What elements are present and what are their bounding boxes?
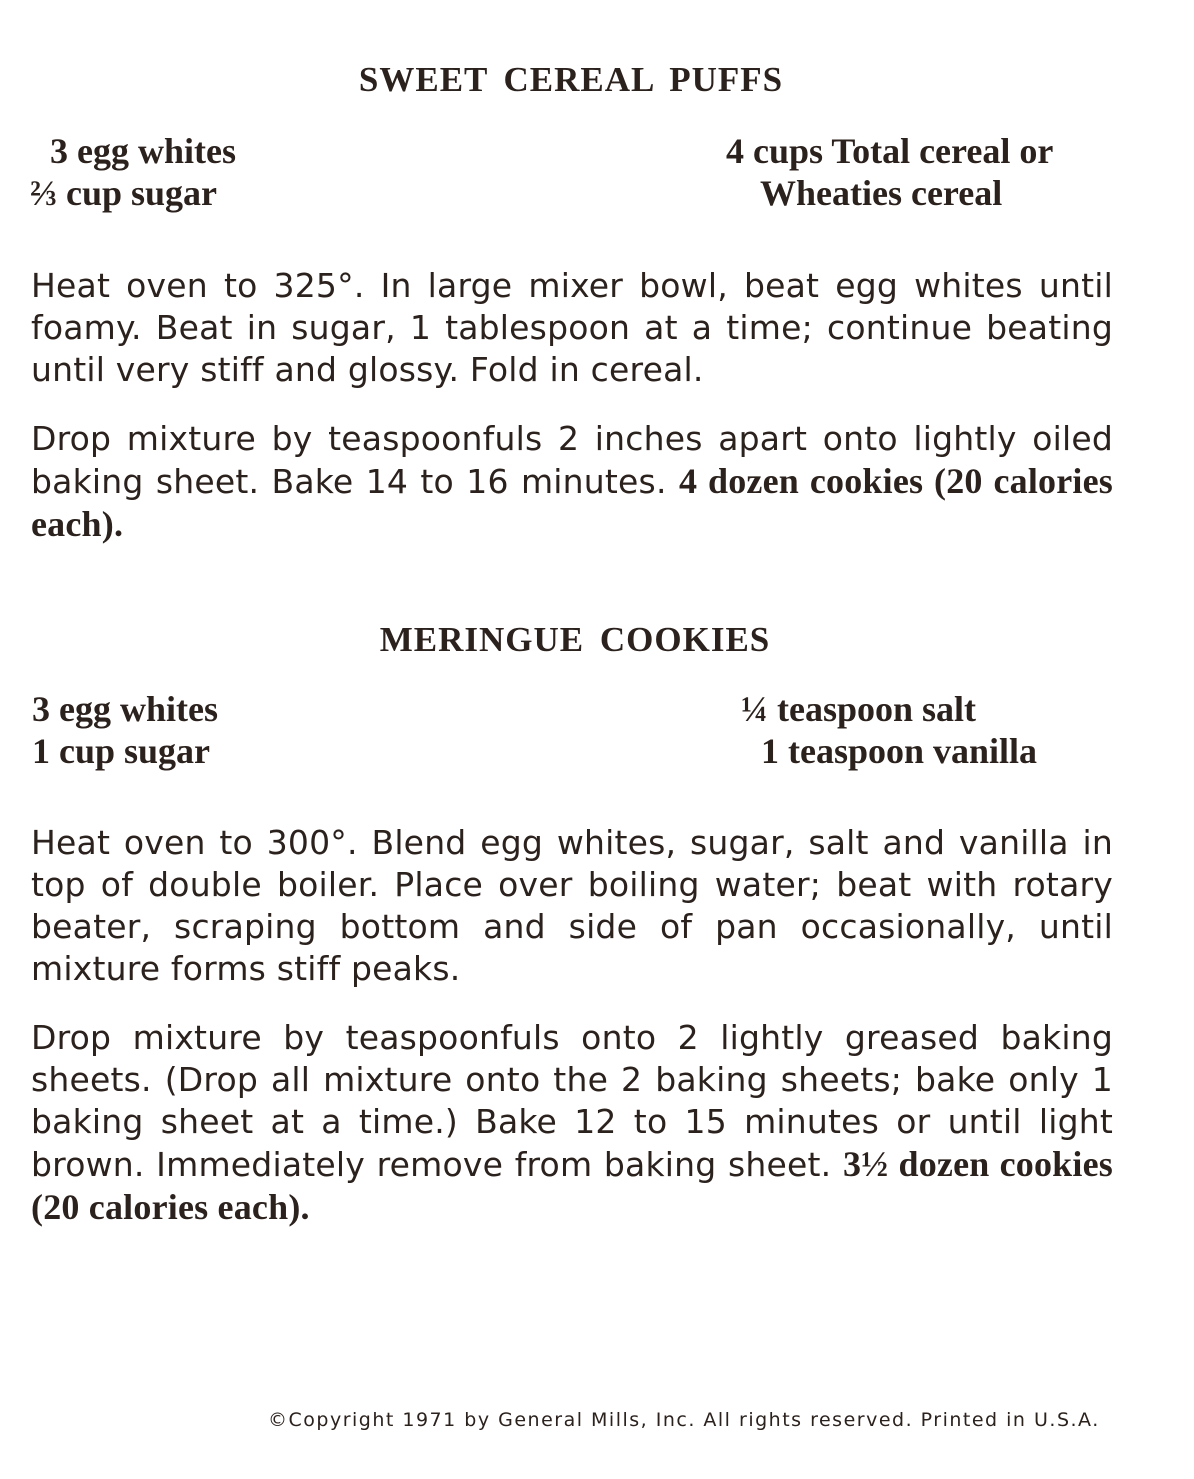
instructions-text: Drop mixture by teaspoonfuls 2 inches apart onto lightly oiled baking sheet. Bake 14 to 16 minutes.	[31, 419, 1113, 501]
instructions-paragraph: Heat oven to 300°. Blend egg whites, sugar, salt and vanilla in top of double boiler. Place over boiling water; beat with rotary beater, scraping bottom and side of pan occasionally, until mixture forms stiff peaks.	[31, 823, 1113, 988]
ingredient-item: 4 cups Total cereal or	[726, 131, 1054, 171]
instructions-paragraph	[31, 1017, 1113, 1229]
instructions-paragraph: Heat oven to 325°. In large mixer bowl, beat egg whites until foamy. Beat in sugar, 1 tablespoon at a time; continue beating until very stiff and glossy. Fold in cereal.	[31, 266, 1113, 389]
instructions-paragraph	[31, 418, 1113, 546]
yield-text: 3½ dozen cookies (20 calories each).	[31, 1144, 1113, 1227]
ingredient-item: 1 teaspoon vanilla	[761, 731, 1038, 771]
ingredient-item: 3 egg whites	[32, 689, 218, 729]
ingredient-item: 3 egg whites	[50, 131, 236, 171]
ingredients-left-column	[32, 688, 218, 772]
instructions-text: Drop mixture by teaspoonfuls onto 2 lightly greased baking sheets. (Drop all mixture onto the 2 baking sheets; bake only 1 baking sheet at a time.) Bake 12 to 15 minutes or until light brown. Immediately remove from baking sheet.	[31, 1018, 1113, 1184]
ingredients-left-column	[30, 130, 236, 214]
ingredient-item: Wheaties cereal	[760, 173, 1003, 213]
copyright-notice: ©Copyright 1971 by General Mills, Inc. All rights reserved. Printed in U.S.A.	[268, 1409, 1100, 1431]
yield-text: 4 dozen cookies (20 calories each).	[31, 461, 1114, 544]
recipe-title-sweet-cereal-puffs: SWEET CEREAL PUFFS	[358, 60, 784, 99]
ingredients-right-column	[741, 688, 1037, 772]
ingredients-right-column	[726, 130, 1053, 214]
ingredient-item: ⅔ cup sugar	[30, 173, 218, 213]
ingredient-item: ¼ teaspoon salt	[741, 689, 977, 729]
recipe-title-meringue-cookies: MERINGUE COOKIES	[379, 620, 771, 659]
ingredient-item: 1 cup sugar	[32, 731, 211, 771]
